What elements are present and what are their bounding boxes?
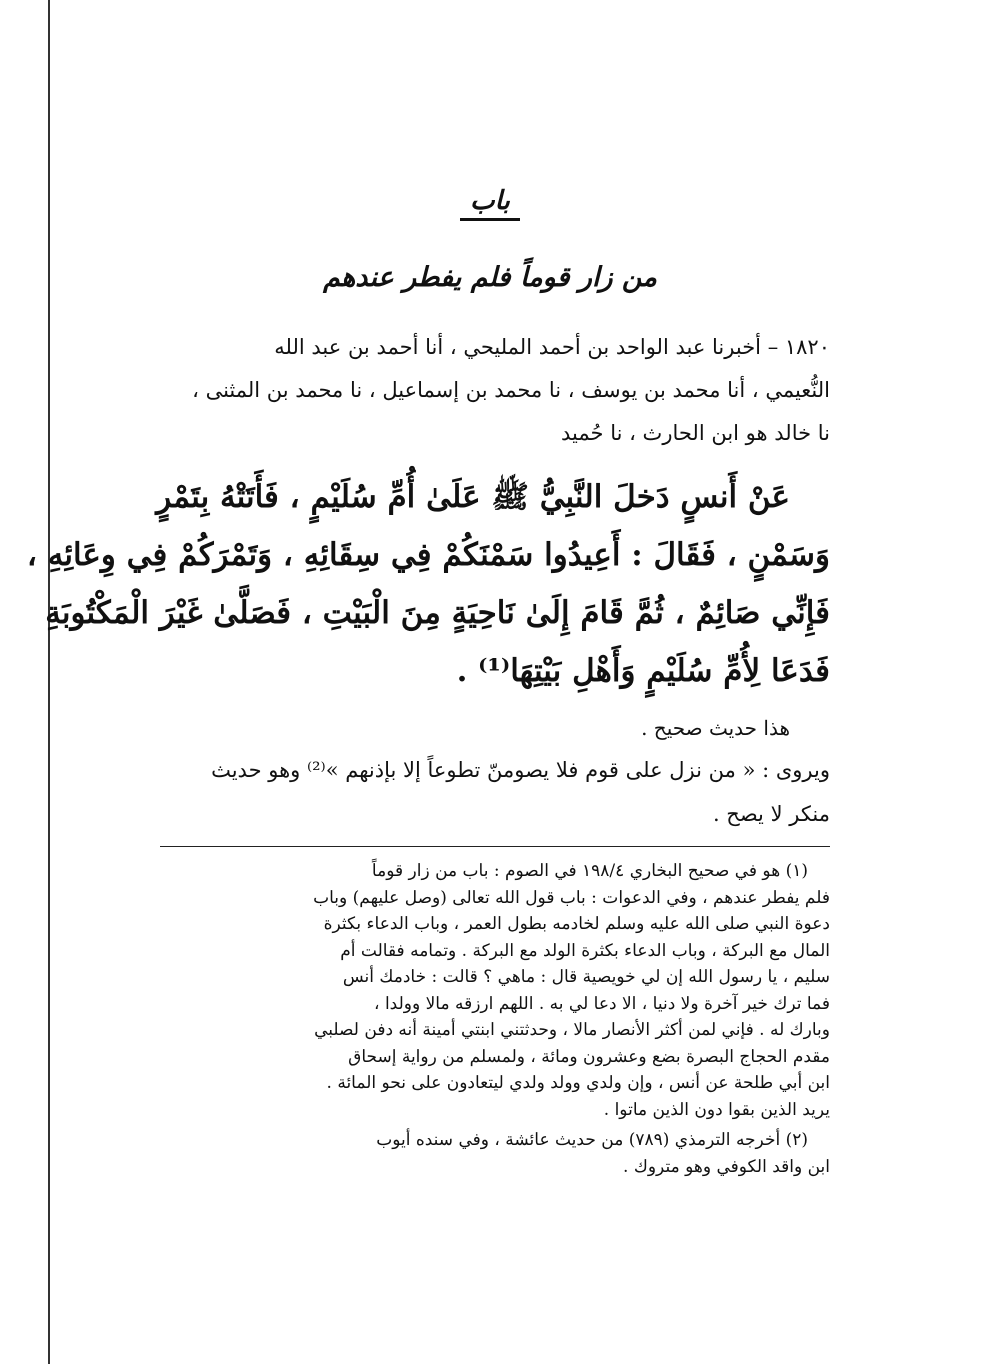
footnote-line: وبارك له . فإني لمن أكثر الأنصار مالا ، وحدثتني ابنتي أمينة أنه دفن لصلبي [314,1020,830,1040]
footnotes [150,858,830,1180]
page-gutter-line [48,0,50,1364]
isnad-line: ١٨٢٠ – أخبرنا عبد الواحد بن أحمد المليحي ، أنا أحمد بن عبد الله [274,335,830,359]
hadith-isnad [150,326,830,455]
book-page [26,0,830,1364]
footnote-2 [150,1127,830,1180]
matn-line: فَدَعَا لِأُمِّ سُلَيْمٍ وَأَهْلِ بَيْتِهَا⁽¹⁾ . [456,653,830,689]
footnote-line: فلم يفطر عندهم ، وفي الدعوات : باب قول الله تعالى (وصل عليهم) وباب [313,887,830,908]
chapter-heading: باب [470,186,510,216]
footnote-line: مقدم الحجاج البصرة بضع وعشرون ومائة ، ولمسلم من رواية إسحاق [348,1046,830,1067]
isnad-line: نا خالد هو ابن الحارث ، نا حُميد [561,421,830,445]
footnote-line: ابن واقد الكوفي وهو متروك . [623,1156,830,1177]
footnote-line: يريد الذين بقوا دون الذين ماتوا . [603,1099,830,1120]
footnote-line: سليم ، يا رسول الله إن لي خويصية قال : ماهي ؟ قالت : خادمك أنس [342,967,830,987]
footnote-line: (٢) أخرجه الترمذي (٧٨٩) من حديث عائشة ، وفي سنده أيوب [376,1130,808,1150]
hadith-grade: هذا حديث صحيح . [641,716,790,740]
chapter-title: من زار قوماً فلم يفطر عندهم [323,262,657,293]
matn-line: وَسَمْنٍ ، فَقَالَ : أَعِيدُوا سَمْنَكُمْ فِي سِقَائِهِ ، وَتَمْرَكُمْ فِي وِعَائِهِ ، [26,537,830,573]
narration-line: منكر لا يصح . [712,802,830,826]
footnote-separator [160,846,830,847]
hadith-matn [26,468,830,700]
narration-line: ويروى : « من نزل على قوم فلا يصومنّ تطوعاً إلا بإذنهم »⁽²⁾ وهو حديث [211,758,830,782]
matn-line: عَنْ أَنسٍ دَخلَ النَّبِيُّ ﷺ عَلَىٰ أُمِّ سُلَيْمٍ ، فَأَتَتْهُ بِتَمْرٍ [156,479,790,515]
footnote-line: فما ترك خير آخرة ولا دنيا ، الا دعا لي به . اللهم ارزقه مالا وولدا ، [374,993,830,1014]
chapter-heading-underline [460,218,520,221]
footnote-line: المال مع البركة ، وباب الدعاء بكثرة الولد مع البركة . وتمامه فقالت أم [340,940,830,961]
footnote-line: ابن أبي طلحة عن أنس ، وإن ولدي وولد ولدي ليتعادون على نحو المائة . [326,1073,830,1093]
isnad-line: النُّعيمي ، أنا محمد بن يوسف ، نا محمد بن إسماعيل ، نا محمد بن المثنى ، [192,378,830,402]
footnote-1 [150,858,830,1123]
footnote-line: دعوة النبي صلى الله عليه وسلم لخادمه بطول العمر ، وباب الدعاء بكثرة [323,914,830,934]
matn-line: فَإِنِّي صَائِمٌ ، ثُمَّ قَامَ إِلَىٰ نَاحِيَةٍ مِنَ الْبَيْتِ ، فَصَلَّىٰ غَيْرَ الْمَكْتُوبَةِ [45,595,830,631]
additional-narration [150,748,830,836]
footnote-line: (١) هو في صحيح البخاري ١٩٨/٤ في الصوم : باب من زار قوماً [371,861,808,881]
